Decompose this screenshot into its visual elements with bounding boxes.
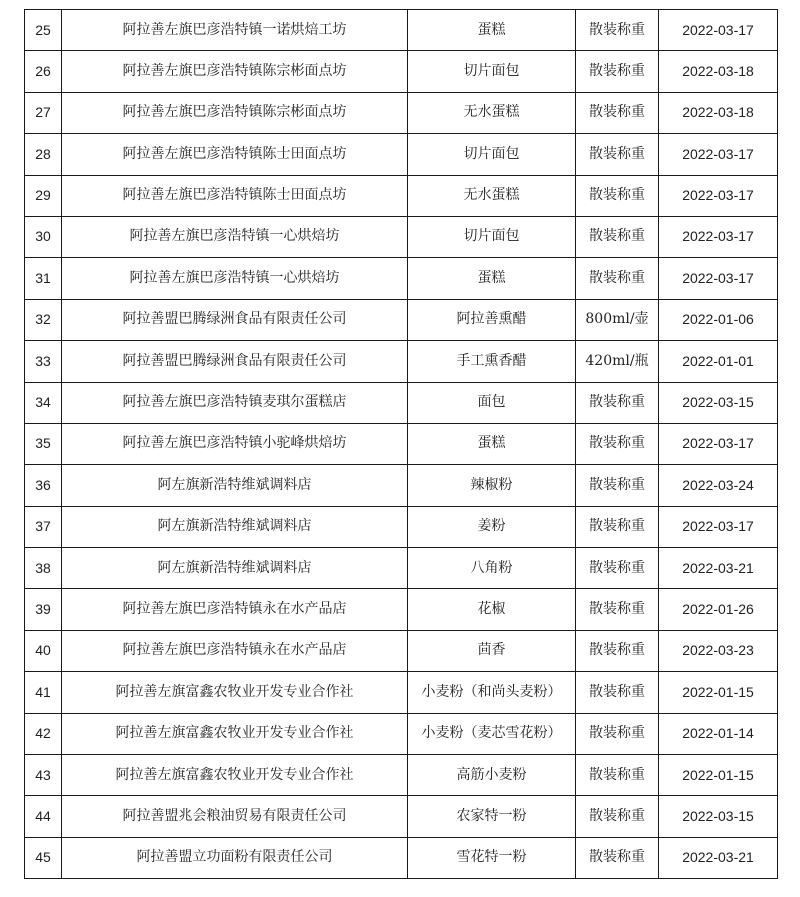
table-row <box>25 589 778 630</box>
company-name-cell: 阿拉善左旗巴彦浩特镇陈宗彬面点坊 <box>62 92 408 133</box>
product-name-cell: 切片面包 <box>408 216 576 257</box>
product-name-cell: 小麦粉（麦芯雪花粉） <box>408 713 576 754</box>
row-number-cell: 41 <box>25 672 62 713</box>
product-name-cell: 雪花特一粉 <box>408 837 576 878</box>
product-name-cell: 切片面包 <box>408 134 576 175</box>
specification-cell: 散装称重 <box>576 92 659 133</box>
row-number-cell: 36 <box>25 465 62 506</box>
product-name-cell: 无水蛋糕 <box>408 175 576 216</box>
company-name-cell: 阿左旗新浩特维斌调料店 <box>62 506 408 547</box>
row-number-cell: 25 <box>25 10 62 51</box>
company-name-cell: 阿拉善左旗巴彦浩特镇小驼峰烘焙坊 <box>62 423 408 464</box>
production-date-cell: 2022-03-24 <box>659 465 778 506</box>
row-number-cell: 38 <box>25 548 62 589</box>
specification-cell: 散装称重 <box>576 548 659 589</box>
company-name-cell: 阿拉善盟巴腾绿洲食品有限责任公司 <box>62 341 408 382</box>
row-number-cell: 35 <box>25 423 62 464</box>
row-number-cell: 30 <box>25 216 62 257</box>
row-number-cell: 26 <box>25 51 62 92</box>
table-row <box>25 796 778 837</box>
specification-cell: 散装称重 <box>576 589 659 630</box>
product-name-cell: 姜粉 <box>408 506 576 547</box>
row-number-cell: 44 <box>25 796 62 837</box>
specification-cell: 散装称重 <box>576 216 659 257</box>
company-name-cell: 阿拉善左旗巴彦浩特镇永在水产品店 <box>62 630 408 671</box>
product-name-cell: 八角粉 <box>408 548 576 589</box>
company-name-cell: 阿拉善左旗巴彦浩特镇陈宗彬面点坊 <box>62 51 408 92</box>
company-name-cell: 阿左旗新浩特维斌调料店 <box>62 465 408 506</box>
specification-cell: 散装称重 <box>576 713 659 754</box>
specification-cell: 散装称重 <box>576 837 659 878</box>
production-date-cell: 2022-03-17 <box>659 423 778 464</box>
production-date-cell: 2022-03-17 <box>659 258 778 299</box>
company-name-cell: 阿拉善盟立功面粉有限责任公司 <box>62 837 408 878</box>
production-date-cell: 2022-03-15 <box>659 382 778 423</box>
row-number-cell: 42 <box>25 713 62 754</box>
specification-cell: 散装称重 <box>576 423 659 464</box>
row-number-cell: 39 <box>25 589 62 630</box>
product-name-cell: 高筋小麦粉 <box>408 755 576 796</box>
table-row <box>25 341 778 382</box>
company-name-cell: 阿拉善左旗巴彦浩特镇一心烘焙坊 <box>62 216 408 257</box>
specification-cell: 散装称重 <box>576 630 659 671</box>
production-date-cell: 2022-01-15 <box>659 672 778 713</box>
production-date-cell: 2022-03-21 <box>659 548 778 589</box>
row-number-cell: 43 <box>25 755 62 796</box>
document-page <box>24 9 777 879</box>
company-name-cell: 阿拉善左旗巴彦浩特镇陈士田面点坊 <box>62 175 408 216</box>
company-name-cell: 阿拉善左旗巴彦浩特镇一诺烘焙工坊 <box>62 10 408 51</box>
company-name-cell: 阿拉善盟巴腾绿洲食品有限责任公司 <box>62 299 408 340</box>
product-name-cell: 阿拉善熏醋 <box>408 299 576 340</box>
production-date-cell: 2022-03-21 <box>659 837 778 878</box>
company-name-cell: 阿拉善左旗富鑫农牧业开发专业合作社 <box>62 713 408 754</box>
product-name-cell: 切片面包 <box>408 51 576 92</box>
production-date-cell: 2022-01-06 <box>659 299 778 340</box>
company-name-cell: 阿拉善左旗巴彦浩特镇陈士田面点坊 <box>62 134 408 175</box>
product-name-cell: 手工熏香醋 <box>408 341 576 382</box>
product-name-cell: 辣椒粉 <box>408 465 576 506</box>
inspection-table <box>24 9 778 879</box>
specification-cell: 散装称重 <box>576 175 659 216</box>
table-row <box>25 216 778 257</box>
table-row <box>25 299 778 340</box>
specification-cell: 散装称重 <box>576 755 659 796</box>
row-number-cell: 27 <box>25 92 62 133</box>
production-date-cell: 2022-03-17 <box>659 506 778 547</box>
row-number-cell: 37 <box>25 506 62 547</box>
table-row <box>25 755 778 796</box>
row-number-cell: 28 <box>25 134 62 175</box>
specification-cell: 散装称重 <box>576 465 659 506</box>
company-name-cell: 阿拉善盟兆会粮油贸易有限责任公司 <box>62 796 408 837</box>
table-row <box>25 382 778 423</box>
row-number-cell: 34 <box>25 382 62 423</box>
production-date-cell: 2022-03-18 <box>659 51 778 92</box>
table-row <box>25 51 778 92</box>
production-date-cell: 2022-01-26 <box>659 589 778 630</box>
production-date-cell: 2022-03-15 <box>659 796 778 837</box>
product-name-cell: 面包 <box>408 382 576 423</box>
table-row <box>25 548 778 589</box>
production-date-cell: 2022-03-17 <box>659 175 778 216</box>
table-row <box>25 134 778 175</box>
product-name-cell: 农家特一粉 <box>408 796 576 837</box>
production-date-cell: 2022-03-17 <box>659 10 778 51</box>
specification-cell: 散装称重 <box>576 134 659 175</box>
product-name-cell: 蛋糕 <box>408 10 576 51</box>
specification-cell: 散装称重 <box>576 258 659 299</box>
table-row <box>25 837 778 878</box>
production-date-cell: 2022-01-14 <box>659 713 778 754</box>
product-name-cell: 蛋糕 <box>408 423 576 464</box>
production-date-cell: 2022-01-15 <box>659 755 778 796</box>
table-row <box>25 175 778 216</box>
table-row <box>25 423 778 464</box>
table-row <box>25 506 778 547</box>
row-number-cell: 40 <box>25 630 62 671</box>
product-name-cell: 无水蛋糕 <box>408 92 576 133</box>
company-name-cell: 阿拉善左旗巴彦浩特镇一心烘焙坊 <box>62 258 408 299</box>
specification-cell: 散装称重 <box>576 796 659 837</box>
product-name-cell: 小麦粉（和尚头麦粉） <box>408 672 576 713</box>
company-name-cell: 阿拉善左旗巴彦浩特镇麦琪尔蛋糕店 <box>62 382 408 423</box>
row-number-cell: 29 <box>25 175 62 216</box>
specification-cell: 散装称重 <box>576 672 659 713</box>
production-date-cell: 2022-03-23 <box>659 630 778 671</box>
row-number-cell: 45 <box>25 837 62 878</box>
table-row <box>25 92 778 133</box>
table-row <box>25 672 778 713</box>
company-name-cell: 阿左旗新浩特维斌调料店 <box>62 548 408 589</box>
table-row <box>25 10 778 51</box>
table-row <box>25 258 778 299</box>
product-name-cell: 花椒 <box>408 589 576 630</box>
row-number-cell: 32 <box>25 299 62 340</box>
product-name-cell: 蛋糕 <box>408 258 576 299</box>
company-name-cell: 阿拉善左旗富鑫农牧业开发专业合作社 <box>62 672 408 713</box>
specification-cell: 散装称重 <box>576 10 659 51</box>
specification-cell: 800ml/壶 <box>576 299 659 340</box>
company-name-cell: 阿拉善左旗富鑫农牧业开发专业合作社 <box>62 755 408 796</box>
specification-cell: 散装称重 <box>576 506 659 547</box>
table-row <box>25 465 778 506</box>
specification-cell: 420ml/瓶 <box>576 341 659 382</box>
specification-cell: 散装称重 <box>576 382 659 423</box>
product-name-cell: 茴香 <box>408 630 576 671</box>
production-date-cell: 2022-03-17 <box>659 216 778 257</box>
production-date-cell: 2022-01-01 <box>659 341 778 382</box>
table-body <box>25 10 778 879</box>
specification-cell: 散装称重 <box>576 51 659 92</box>
row-number-cell: 33 <box>25 341 62 382</box>
production-date-cell: 2022-03-18 <box>659 92 778 133</box>
row-number-cell: 31 <box>25 258 62 299</box>
production-date-cell: 2022-03-17 <box>659 134 778 175</box>
company-name-cell: 阿拉善左旗巴彦浩特镇永在水产品店 <box>62 589 408 630</box>
table-row <box>25 713 778 754</box>
table-row <box>25 630 778 671</box>
